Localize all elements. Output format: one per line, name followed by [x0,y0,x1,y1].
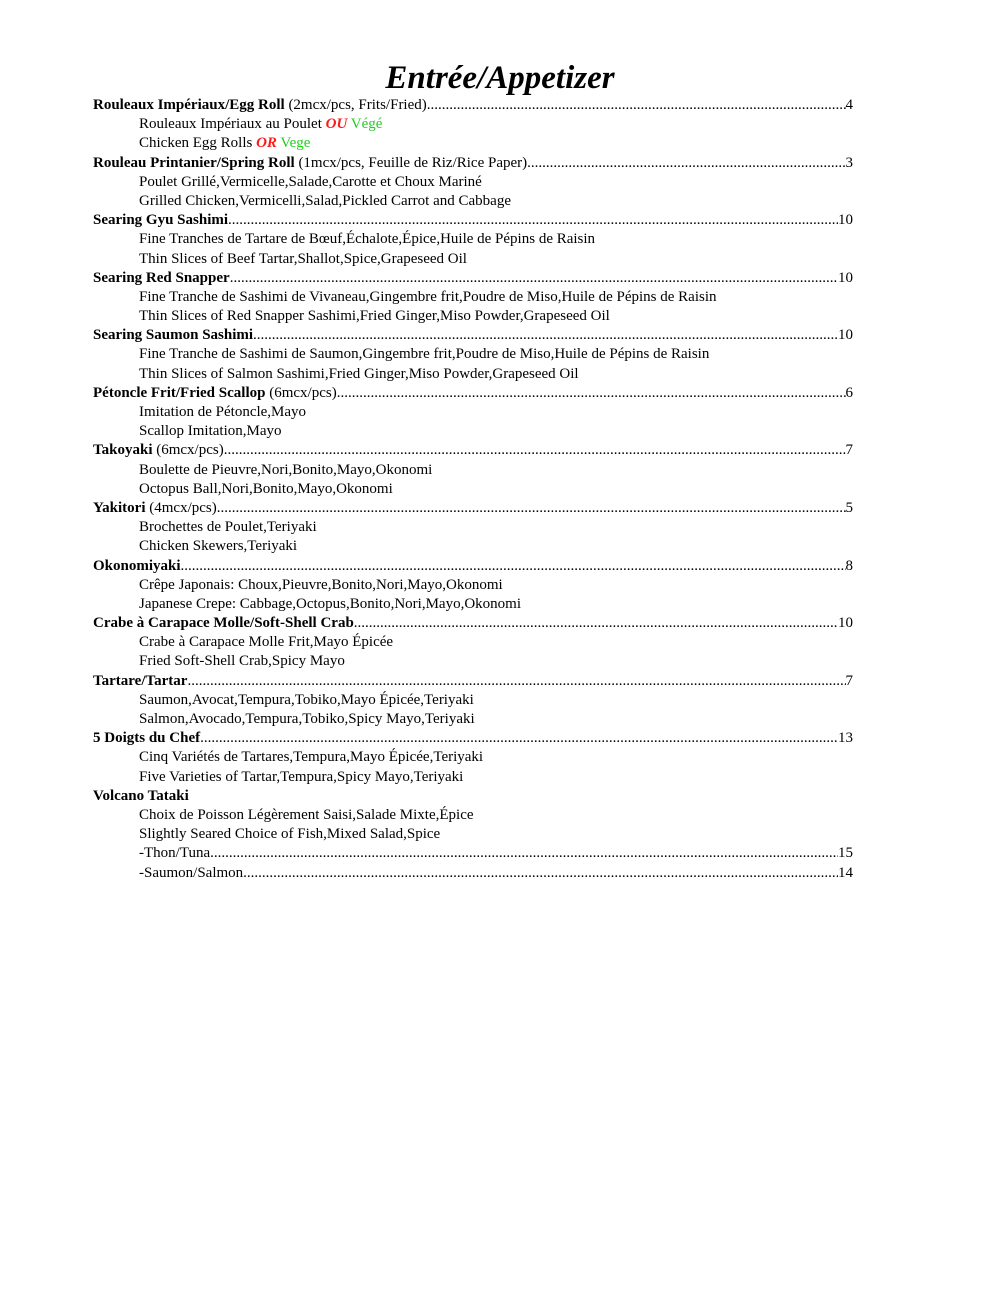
item-description-fr: Fine Tranches de Tartare de Bœuf,Échalote,Épice,Huile de Pépins de Raisin [139,231,596,248]
item-description-fr [93,115,853,134]
desc-text: Rouleaux Impériaux au Poulet [139,116,326,133]
dot-leader [243,864,838,883]
item-description-fr: Crêpe Japonais: Choux,Pieuvre,Bonito,Nori,Mayo,Okonomi [139,576,503,593]
dot-leader [228,211,838,230]
item-price: 3 [845,154,853,171]
item-name: 5 Doigts du Chef [93,730,201,747]
item-price: 10 [838,212,853,229]
menu-item-okonomiyaki [93,557,853,576]
item-name: Tartare/Tartar [93,672,188,689]
menu-item-egg-roll [93,96,853,115]
item-name: Volcano Tataki [93,787,189,804]
item-description-en: Salmon,Avocado,Tempura,Tobiko,Spicy Mayo,Teriyaki [139,711,475,727]
menu-item-soft-shell-crab [93,614,853,633]
option-label: -Thon/Tuna [139,845,211,862]
dot-leader [337,384,846,403]
vege-label: Vege [276,135,311,152]
item-detail: (6mcx/pcs) [152,442,224,459]
item-price: 8 [845,557,853,574]
item-price: 10 [838,615,853,632]
item-description-en: Fried Soft-Shell Crab,Spicy Mayo [139,653,345,670]
dot-leader [181,557,846,576]
menu-item-spring-roll [93,154,853,173]
menu-item-red-snapper [93,269,853,288]
item-description-fr: Fine Tranche de Sashimi de Saumon,Gingembre frit,Poudre de Miso,Huile de Pépins de Raisin [139,346,710,363]
menu-item-saumon-sashimi [93,326,853,345]
dot-leader [527,154,845,173]
item-detail: (6mcx/pcs) [265,384,337,401]
dot-leader [253,326,838,345]
item-price: 4 [845,97,853,113]
option-salmon [93,864,853,883]
menu-item-volcano-tataki [93,787,853,806]
desc-text: Chicken Egg Rolls [139,135,257,152]
item-description-fr: Boulette de Pieuvre,Nori,Bonito,Mayo,Okonomi [139,461,433,478]
dot-leader [200,729,838,748]
item-name: Rouleaux Impériaux/Egg Roll [93,97,285,113]
item-description-fr: Poulet Grillé,Vermicelle,Salade,Carotte et Choux Mariné [139,173,482,190]
item-name: Crabe à Carapace Molle/Soft-Shell Crab [93,615,354,632]
item-description-en: Thin Slices of Red Snapper Sashimi,Fried Ginger,Miso Powder,Grapeseed Oil [139,308,610,325]
item-description-en: Chicken Skewers,Teriyaki [139,538,298,555]
option-label: -Saumon/Salmon [139,864,244,881]
item-description-fr: Choix de Poisson Légèrement Saisi,Salade Mixte,Épice [139,806,474,823]
item-price: 13 [838,730,853,747]
item-description-fr: Brochettes de Poulet,Teriyaki [139,519,317,536]
item-description-en: Five Varieties of Tartar,Tempura,Spicy Mayo,Teriyaki [139,768,464,785]
or-label: OR [256,135,277,152]
item-name: Searing Red Snapper [93,269,230,286]
item-detail: (2mcx/pcs, Frits/Fried) [284,97,427,113]
item-description-en: Scallop Imitation,Mayo [139,423,282,440]
item-description-fr: Imitation de Pétoncle,Mayo [139,404,307,420]
item-description-en: Thin Slices of Beef Tartar,Shallot,Spice,Grapeseed Oil [139,250,467,267]
item-description-en: Slightly Seared Choice of Fish,Mixed Salad,Spice [139,826,441,843]
item-description-en: Octopus Ball,Nori,Bonito,Mayo,Okonomi [139,480,393,497]
appetizer-menu [93,96,853,883]
dot-leader [187,672,845,691]
item-price: 7 [845,672,853,689]
menu-item-yakitori [93,499,853,518]
item-price: 5 [845,499,853,516]
item-name: Searing Saumon Sashimi [93,327,254,344]
item-description-fr: Saumon,Avocat,Tempura,Tobiko,Mayo Épicée,Teriyaki [139,691,474,708]
item-name: Yakitori [93,499,146,516]
item-description-en [93,134,853,153]
menu-item-takoyaki [93,441,853,460]
menu-item-fried-scallop [93,384,853,403]
menu-item-gyu-sashimi [93,211,853,230]
dot-leader [427,96,846,115]
item-name: Searing Gyu Sashimi [93,212,229,229]
dot-leader [210,844,838,863]
item-name: Rouleau Printanier/Spring Roll [93,154,295,171]
item-description-en: Japanese Crepe: Cabbage,Octopus,Bonito,Nori,Mayo,Okonomi [139,595,522,612]
item-name: Pétoncle Frit/Fried Scallop [93,384,266,401]
option-price: 15 [838,845,853,862]
item-detail: (4mcx/pcs) [145,499,217,516]
page-title: Entrée/Appetizer [385,60,615,96]
vege-label: Végé [347,116,383,133]
item-price: 6 [845,384,853,401]
or-label: OU [325,116,348,133]
menu-item-tartare [93,672,853,691]
option-price: 14 [838,864,853,881]
item-price: 10 [838,327,853,344]
dot-leader [354,614,838,633]
item-description-fr: Cinq Variétés de Tartares,Tempura,Mayo Épicée,Teriyaki [139,749,484,766]
item-detail: (1mcx/pcs, Feuille de Riz/Rice Paper) [294,154,528,171]
dot-leader [224,441,846,460]
item-description-en: Grilled Chicken,Vermicelli,Salad,Pickled Carrot and Cabbage [139,192,511,209]
option-tuna [93,844,853,863]
item-description-fr: Crabe à Carapace Molle Frit,Mayo Épicée [139,634,394,651]
item-name: Okonomiyaki [93,557,181,574]
item-price: 7 [845,442,853,459]
item-description-en: Thin Slices of Salmon Sashimi,Fried Ginger,Miso Powder,Grapeseed Oil [139,365,579,382]
dot-leader [230,269,838,288]
item-name: Takoyaki [93,442,153,459]
item-price: 10 [838,269,853,286]
item-description-fr: Fine Tranche de Sashimi de Vivaneau,Gingembre frit,Poudre de Miso,Huile de Pépins de Raisin [139,288,717,305]
menu-item-five-fingers [93,729,853,748]
dot-leader [217,499,846,518]
